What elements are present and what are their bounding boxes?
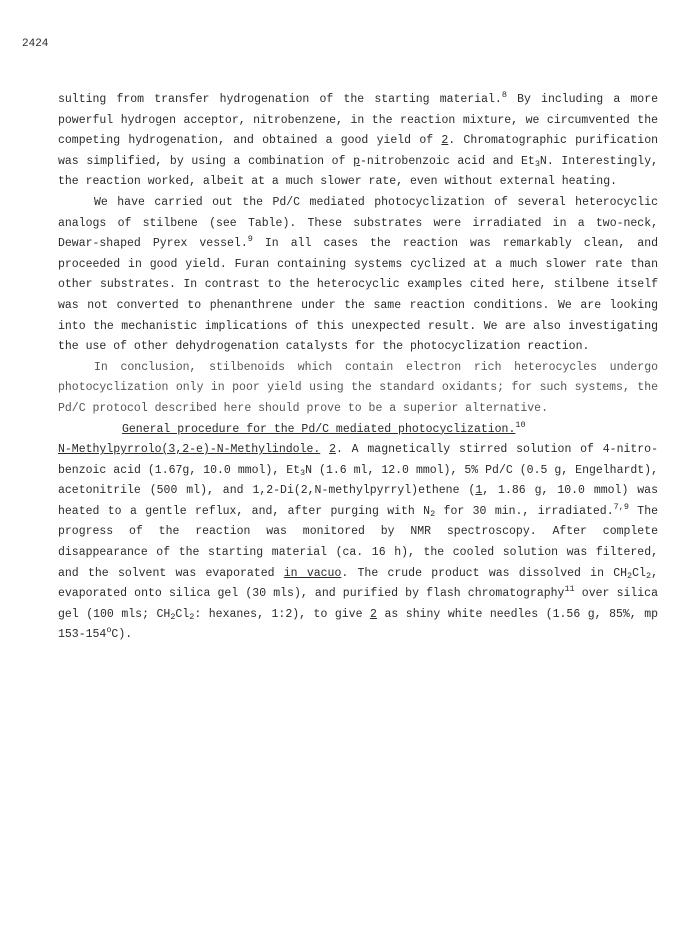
text-run: . The crude product was dissolved in CH xyxy=(341,566,628,580)
text-run: . Chromatographic purification was simplified, by using a combination of xyxy=(58,134,658,168)
text-run: . A magnetically stirred solution of 4-nitro-benzoic acid (1.67g, 10.0 mmol), Et xyxy=(58,443,658,477)
paragraph-conclusion xyxy=(58,358,658,420)
degree-superscript: o xyxy=(106,625,112,636)
text-run: Cl xyxy=(175,607,190,621)
subscript: 3 xyxy=(300,467,306,478)
text-run: We have carried out the Pd/C mediated photocyclization of several heterocyclic analogs of stilbene (see Table). These substrates were irradiated in a two-neck, Dewar-shaped Pyrex vessel. xyxy=(58,195,658,251)
text-run: Cl xyxy=(632,566,646,580)
text-run: over silica gel (100 mls; CH xyxy=(58,587,658,621)
text-run: sulting from transfer hydrogenation of the starting material. xyxy=(58,93,502,106)
text-run: N (1.6 ml, 12.0 mmol), 5% Pd/C (0.5 g, Engelhardt), acetonitrile (500 ml), and 1,2-Di(2,N-methylpyrryl)ethene ( xyxy=(58,463,658,498)
text-run: , evaporated onto silica gel (30 mls), and purified by flash chromatography xyxy=(58,566,658,601)
subscript: 2 xyxy=(430,508,436,519)
paragraph-procedure xyxy=(58,440,658,646)
text-run: -nitrobenzoic acid and Et xyxy=(360,154,535,168)
subscript: 2 xyxy=(170,611,176,622)
text-run: By including a more powerful hydrogen acceptor, nitrobenzene, in the reaction mixture, we circumvented the competing hydrogenation, and obtained a good yield of xyxy=(58,93,658,148)
para-prefix: p xyxy=(353,154,361,168)
text-run: , 1.86 g, 10.0 mmol) was heated to a gentle reflux, and, after purging with N xyxy=(58,484,658,518)
subscript: 3 xyxy=(534,158,540,169)
reference-superscript: 9 xyxy=(247,234,253,245)
compound-title: N-Methylpyrrolo(3,2-e)-N-Methylindole. xyxy=(58,443,321,457)
procedure-heading xyxy=(58,420,658,441)
text-run: for 30 min., irradiated. xyxy=(435,504,614,518)
reference-superscript: 7,9 xyxy=(613,501,629,512)
text-run: C). xyxy=(111,628,133,642)
compound-number: 2 xyxy=(329,443,336,457)
heading-text: General procedure for the Pd/C mediated photocyclization. xyxy=(122,422,516,436)
paragraph-transfer-hydrogenation xyxy=(58,90,658,193)
subscript: 2 xyxy=(189,611,195,622)
text-run: : hexanes, 1:2), to give xyxy=(194,607,371,621)
subscript: 2 xyxy=(627,570,633,581)
compound-number: 2 xyxy=(370,607,377,621)
text-run: as shiny white needles (1.56 g, 85%, mp 153-154 xyxy=(58,607,659,642)
reference-superscript: 10 xyxy=(515,419,526,430)
paragraph-heterocyclic-analogs xyxy=(58,193,658,358)
text-run xyxy=(320,443,329,456)
text-run: N. Interestingly, the reaction worked, albeit at a much slower rate, even without external heating. xyxy=(58,154,658,189)
compound-number: 2 xyxy=(441,134,449,148)
page-body xyxy=(58,90,658,646)
reference-superscript: 11 xyxy=(564,584,575,595)
text-run: In all cases the reaction was remarkably clean, and proceeded in good yield. Furan containing systems cyclized at a much slower rate than other substrates. In contrast to the heterocyclic examples cited here, stilbene itself was not converted to phenanthrene under the same reaction conditions. We are looking into the mechanistic implications of this unexpected result. We are also investigating the use of other dehydrogenation catalysts for the photocyclization reaction. xyxy=(58,237,659,354)
text-run: The progress of the reaction was monitored by NMR spectroscopy. After complete disappearance of the starting material (ca. 16 h), the cooled solution was filtered, and the solvent was evaporated xyxy=(58,504,659,580)
text-run: In conclusion, stilbenoids which contain electron rich heterocycles undergo photocyclization only in poor yield using the standard oxidants; for such systems, the Pd/C protocol described here should prove to be a superior alternative. xyxy=(58,360,658,415)
in-vacuo-text: in vacuo xyxy=(283,566,342,580)
reference-superscript: 8 xyxy=(501,90,507,100)
compound-number: 1 xyxy=(475,484,483,498)
subscript: 2 xyxy=(645,570,652,581)
page-number: 2424 xyxy=(22,38,49,50)
